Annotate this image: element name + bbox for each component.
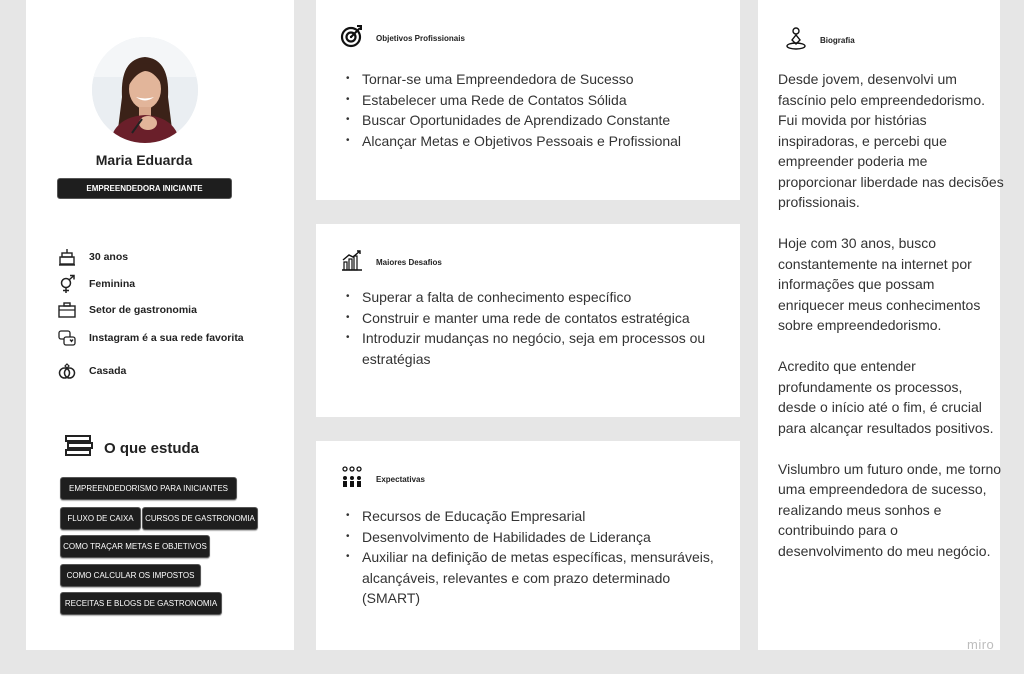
info-text: Casada — [89, 365, 127, 377]
biography-paragraph: Desde jovem, desenvolvi um fascínio pelo empreendedorismo. Fui movida por histórias inspiradoras, e percebi que empreender poderia me proporcionar liberdade nas decisões profissionais. — [778, 71, 1004, 210]
chat-hearts-icon — [56, 327, 78, 349]
list-item: • Superar a falta de conhecimento específico — [346, 287, 716, 308]
target-icon — [340, 24, 364, 53]
biography-header — [784, 26, 855, 55]
list-item: • Desenvolvimento de Habilidades de Liderança — [346, 527, 716, 548]
info-social — [56, 327, 244, 349]
list-item: • Introduzir mudanças no negócio, seja em processos ou estratégias — [346, 328, 716, 369]
biography-title: Biografia — [820, 36, 855, 45]
avatar-photo — [92, 37, 198, 143]
studies-title: O que estuda — [104, 440, 200, 457]
gender-icon — [56, 273, 78, 295]
avatar — [92, 37, 198, 143]
objectives-header — [340, 24, 465, 53]
challenges-title: Maiores Desafios — [376, 258, 442, 267]
biography-paragraph: Acredito que entender profundamente os processos, desde o início até o fim, é crucial para alcançar resultados positivos. — [778, 358, 994, 436]
study-tag: COMO TRAÇAR METAS E OBJETIVOS — [60, 535, 210, 558]
expectations-list — [346, 506, 716, 609]
study-tag: RECEITAS E BLOGS DE GASTRONOMIA — [60, 592, 222, 615]
briefcase-icon — [56, 299, 78, 321]
person-location-icon — [784, 26, 808, 55]
info-text: Setor de gastronomia — [89, 304, 197, 316]
info-text: Feminina — [89, 278, 136, 290]
team-icon — [340, 465, 364, 494]
study-tag: CURSOS DE GASTRONOMIA — [142, 507, 258, 530]
biography-paragraph: Hoje com 30 anos, busco constantemente na internet por informações que possam enriquecer meus conhecimentos sobre empreendedorismo. — [778, 235, 981, 333]
miro-watermark: miro — [967, 637, 995, 652]
challenges-header — [340, 248, 442, 277]
info-gender — [56, 273, 135, 295]
study-tag: EMPREENDEDORISMO PARA INICIANTES — [60, 477, 237, 500]
list-item: • Recursos de Educação Empresarial — [346, 506, 716, 527]
info-marital — [56, 360, 126, 382]
challenges-list — [346, 287, 716, 369]
profile-name: Maria Eduarda — [95, 152, 193, 168]
list-item: • Estabelecer uma Rede de Contatos Sólida — [346, 90, 716, 111]
profile-card — [26, 0, 294, 650]
list-item: • Tornar-se uma Empreendedora de Sucesso — [346, 69, 716, 90]
rings-icon — [56, 360, 78, 382]
list-item: • Buscar Oportunidades de Aprendizado Constante — [346, 110, 716, 131]
list-item: • Alcançar Metas e Objetivos Pessoais e Profissional — [346, 131, 716, 152]
books-icon — [64, 434, 94, 463]
objectives-title: Objetivos Profissionais — [376, 34, 465, 43]
cake-icon — [56, 246, 78, 268]
expectations-card — [316, 441, 740, 650]
biography-text — [778, 69, 1004, 582]
role-badge: EMPREENDEDORA INICIANTE — [57, 178, 232, 199]
expectations-header — [340, 465, 425, 494]
biography-card — [758, 0, 1004, 650]
objectives-list — [346, 69, 716, 151]
info-text: 30 anos — [89, 251, 129, 263]
list-item: • Auxiliar na definição de metas específicas, mensuráveis, alcançáveis, relevantes e com prazo determinado (SMART) — [346, 547, 716, 609]
expectations-title: Expectativas — [376, 475, 425, 484]
list-item: • Construir e manter uma rede de contatos estratégica — [346, 308, 716, 329]
info-age — [56, 246, 128, 268]
info-text: Instagram é a sua rede favorita — [89, 332, 244, 344]
canvas-background — [0, 650, 1024, 674]
biography-paragraph: Vislumbro um futuro onde, me torno uma empreendedora de sucesso, realizando meus sonhos e contribuindo para o desenvolvimento do meu negócio. — [778, 460, 1002, 559]
study-tag: FLUXO DE CAIXA — [60, 507, 141, 530]
studies-header — [64, 434, 199, 463]
study-tag: COMO CALCULAR OS IMPOSTOS — [60, 564, 201, 587]
growth-chart-icon — [340, 248, 364, 277]
objectives-card — [316, 0, 740, 200]
info-sector — [56, 299, 197, 321]
challenges-card — [316, 224, 740, 417]
